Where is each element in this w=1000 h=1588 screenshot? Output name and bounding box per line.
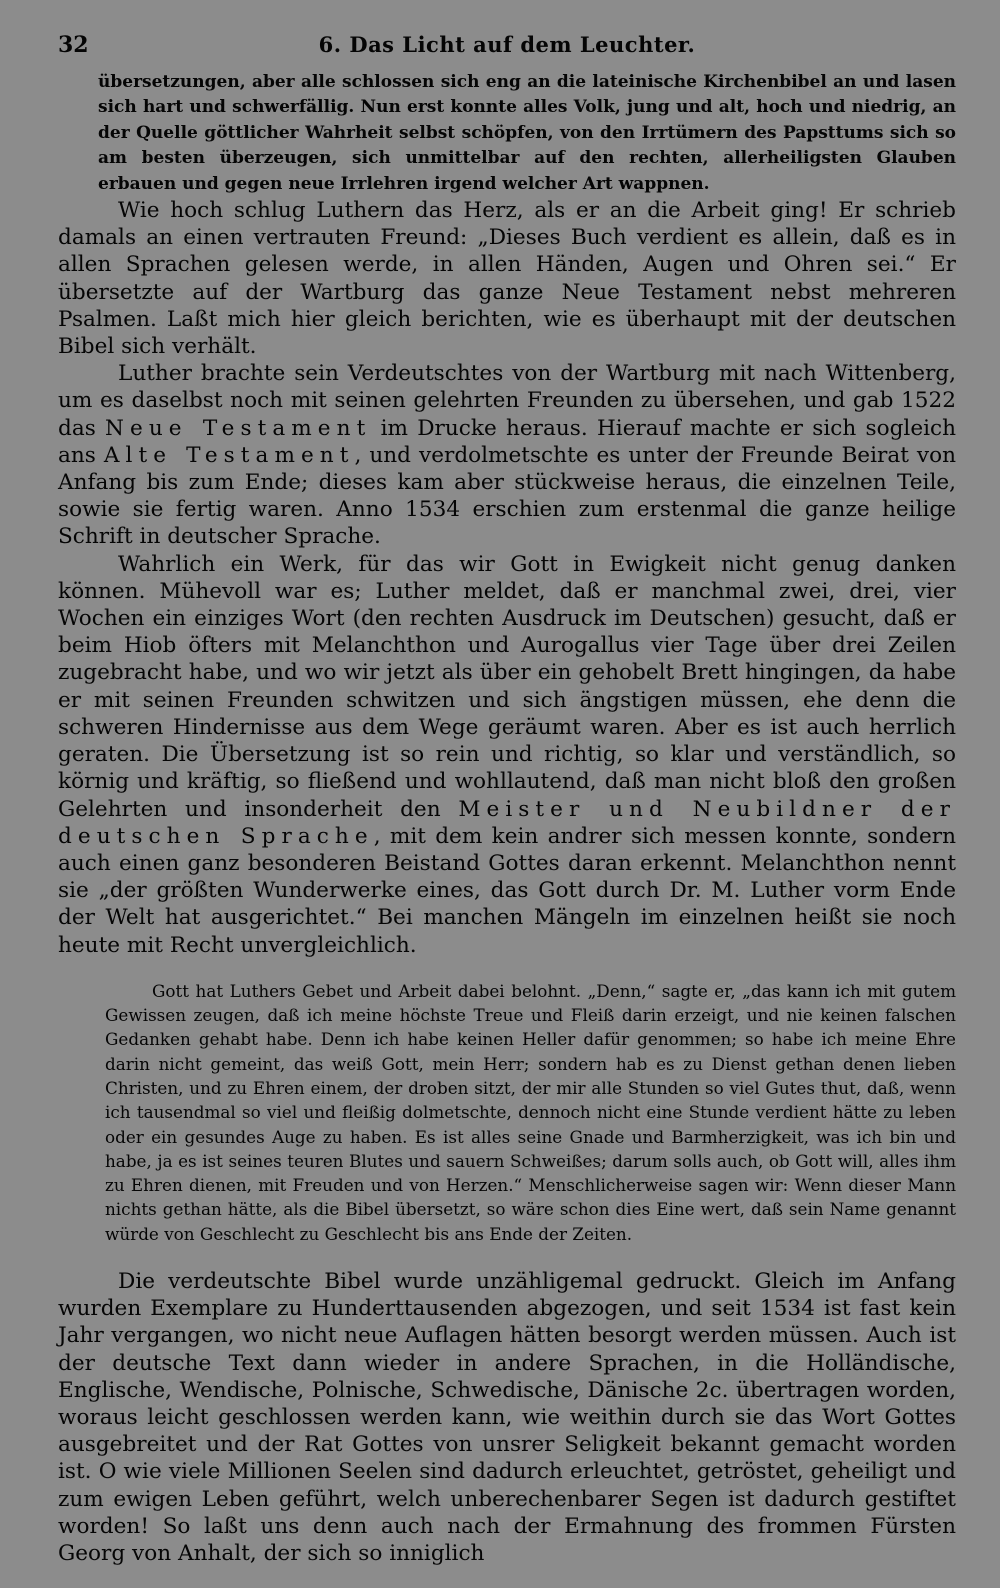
paragraph-printing: Die verdeutschte Bibel wurde unzähligemal gedruckt. Gleich im Anfang wurden Exemplare zu Hunderttausenden abgezogen, und seit 1534 ist fast kein Jahr vergangen, wo nicht neue Auflagen hätten besorgt werden müssen. Auch ist der deutsche Text dann wieder in andere Sprachen, in die Holländische, Englische, Wendische, Polnische, Schwedische, Dänische 2c. übertragen worden, woraus leicht geschlossen werden kann, wie weithin durch sie das Wort Gottes ausgebreitet und der Rat Gottes von unsrer Seligkeit bekannt gemacht worden ist. O wie viele Millionen Seelen sind dadurch erleuchtet, getröstet, geheiligt und zum ewigen Leben geführt, welch unberechenbarer Segen ist dadurch gestiftet worden! So laßt uns denn auch nach der Ermahnung des frommen Fürsten Georg von Anhalt, der sich so inniglich xyxy=(58,1268,956,1567)
text-segment: Luther brachte sein Verdeutschtes von der Wartburg mit nach Wittenberg, um es daselbst noch mit seinen gelehrten Freunden zu übersehen, und gab 1522 das xyxy=(58,361,956,441)
page-number: 32 xyxy=(58,32,89,58)
paragraph-wittenberg xyxy=(58,360,956,550)
spaced-emphasis: Alte Testament xyxy=(103,442,355,468)
paragraph-quote: Gott hat Luthers Gebet und Arbeit dabei belohnt. „Denn,“ sagte er, „das kann ich mit gutem Gewissen zeugen, daß ich meine höchste Treue und Fleiß darin erzeigt, und nie keinen falschen Gedanken gehabt habe. Denn ich habe keinen Heller dafür genommen; so habe ich meine Ehre darin nicht gemeint, das weiß Gott, mein Herr; sondern hab es zu Dienst gethan denen lieben Christen, und zu Ehren einem, der droben sitzt, der mir alle Stunden so viel Gutes thut, daß, wenn ich tausendmal so viel und fleißig dolmetschte, dennoch nicht eine Stunde verdient hätte zu leben oder ein gesundes Auge zu haben. Es ist alles seine Gnade und Barmherzigkeit, was ich bin und habe, ja es ist seines teuren Blutes und sauern Schweißes; darum solls auch, ob Gott will, alles ihm zu Ehren dienen, mit Freuden und von Herzen.“ Menschlicherweise sagen wir: Wenn dieser Mann nichts gethan hätte, als die Bibel übersetzt, so wäre schon dies Eine wert, daß sein Name genannt würde von Geschlecht zu Geschlecht bis ans Ende der Zeiten. xyxy=(105,980,956,1244)
paragraph-great-work xyxy=(58,551,956,959)
spaced-emphasis: Meister und Neubildner der deutschen Sprache xyxy=(58,796,956,849)
paragraph-luther-heart: Wie hoch schlug Luthern das Herz, als er an die Arbeit ging! Er schrieb damals an einen vertrauten Freund: „Dieses Buch verdient es allein, daß es in allen Sprachen gelesen werde, in allen Händen, Augen und Ohren sei.“ Er übersetzte auf der Wartburg das ganze Neue Testament nebst mehreren Psalmen. Laßt mich hier gleich berichten, wie es überhaupt mit der deutschen Bibel sich verhält. xyxy=(58,198,956,360)
text-segment: Wahrlich ein Werk, für das wir Gott in Ewigkeit nicht genug danken können. Mühevoll war es; Luther meldet, daß er manchmal zwei, drei, vier Wochen ein einziges Wort (den rechten Ausdruck im Deutschen) gesucht, daß er beim Hiob öfters mit Melanchthon und Aurogallus vier Tage über drei Zeilen zugebracht habe, und wo wir jetzt als über ein gehobelt Brett hingingen, da habe er mit seinen Freunden schwitzen und sich ängstigen müssen, ehe denn die schweren Hindernisse aus dem Wege geräumt waren. Aber es ist auch herrlich geraten. Die Übersetzung ist so rein und richtig, so klar und verständlich, so körnig und kräftig, so fließend und wohllautend, daß man nicht bloß den großen Gelehrten und insonderheit den xyxy=(58,551,956,822)
paragraph-intro: übersetzungen, aber alle schlossen sich eng an die lateinische Kirchenbibel an und lasen sich hart und schwerfällig. Nun erst konnte alles Volk, jung und alt, hoch und niedrig, an der Quelle göttlicher Wahrheit selbst schöpfen, von den Irrtümern des Papsttums sich so am besten überzeugen, sich unmittelbar auf den rechten, allerheiligsten Glauben erbauen und gegen neue Irrlehren irgend welcher Art wappnen. xyxy=(98,72,956,194)
text-segment: , und verdolmetschte es unter der Freunde Beirat von Anfang bis zum Ende; dieses kam aber stückweise heraus, die einzelnen Teile, sowie sie fertig waren. Anno 1534 erschien zum erstenmal die ganze heilige Schrift in deutscher Sprache. xyxy=(58,442,956,550)
text-segment: , mit dem kein andrer sich messen konnte, sondern auch einen ganz besonderen Beistand Gottes daran erkennt. Melanchthon nennt sie „der größten Wunderwerke eines, das Gott durch Dr. M. Luther vorm Ende der Welt hat ausgerichtet.“ Bei manchen Mängeln im einzelnen heißt sie noch heute mit Recht unvergleichlich. xyxy=(58,823,956,958)
running-title: 6. Das Licht auf dem Leuchter. xyxy=(318,32,696,57)
spaced-emphasis: Neue Testament xyxy=(105,415,372,441)
text-segment: im Drucke heraus. Hierauf machte er sich sogleich ans xyxy=(58,415,957,468)
page-header xyxy=(58,30,956,70)
